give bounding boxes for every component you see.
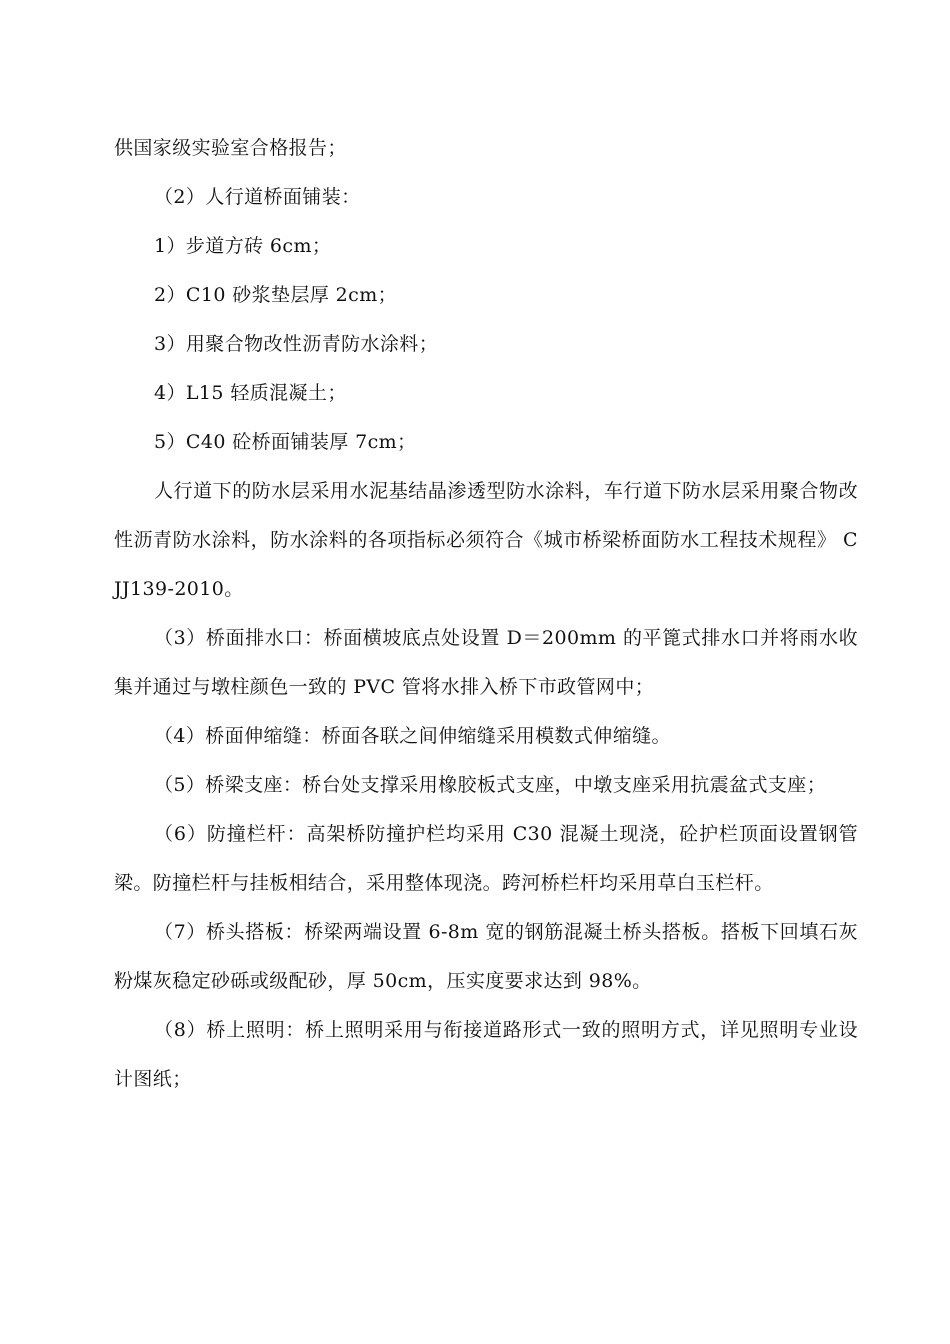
paragraph-bridge-lighting: （8）桥上照明：桥上照明采用与衔接道路形式一致的照明方式，详见照明专业设计图纸；	[114, 1019, 858, 1090]
paragraph-expansion-joint: （4）桥面伸缩缝：桥面各联之间伸缩缝采用模数式伸缩缝。	[154, 725, 671, 747]
list-item-paving-4: 4）L15 轻质混凝土；	[154, 382, 347, 404]
paragraph-drainage-outlet: （3）桥面排水口：桥面横坡底点处设置 D＝200mm 的平篦式排水口并将雨水收集并通过与墩柱颜色一致的 PVC 管将水排入桥下市政管网中；	[114, 627, 858, 698]
paragraph-waterproofing: 人行道下的防水层采用水泥基结晶渗透型防水涂料，车行道下防水层采用聚合物改性沥青防水涂料，防水涂料的各项指标必须符合《城市桥梁桥面防水工程技术规程》 CJJ139-2010。	[114, 480, 858, 600]
paragraph-approach-slab: （7）桥头搭板：桥梁两端设置 6-8m 宽的钢筋混凝土桥头搭板。搭板下回填石灰粉煤灰稳定砂砾或级配砂，厚 50cm，压实度要求达到 98%。	[114, 921, 858, 992]
document-body	[114, 124, 858, 1104]
list-item-paving-2: 2）C10 砂浆垫层厚 2cm；	[154, 284, 398, 306]
paragraph-crash-barrier: （6）防撞栏杆：高架桥防撞护栏均采用 C30 混凝土现浇，砼护栏顶面设置钢管梁。防撞栏杆与挂板相结合，采用整体现浇。跨河桥栏杆均采用草白玉栏杆。	[114, 823, 858, 894]
paragraph-continuation: 供国家级实验室合格报告；	[114, 137, 347, 159]
list-item-paving-1: 1）步道方砖 6cm；	[154, 235, 332, 257]
paragraph-bridge-bearing: （5）桥梁支座：桥台处支撑采用橡胶板式支座，中墩支座采用抗震盆式支座；	[154, 774, 827, 796]
section-heading-sidewalk-paving: （2）人行道桥面铺装：	[154, 186, 361, 208]
list-item-paving-3: 3）用聚合物改性沥青防水涂料；	[154, 333, 439, 355]
list-item-paving-5: 5）C40 砼桥面铺装厚 7cm；	[154, 431, 417, 453]
